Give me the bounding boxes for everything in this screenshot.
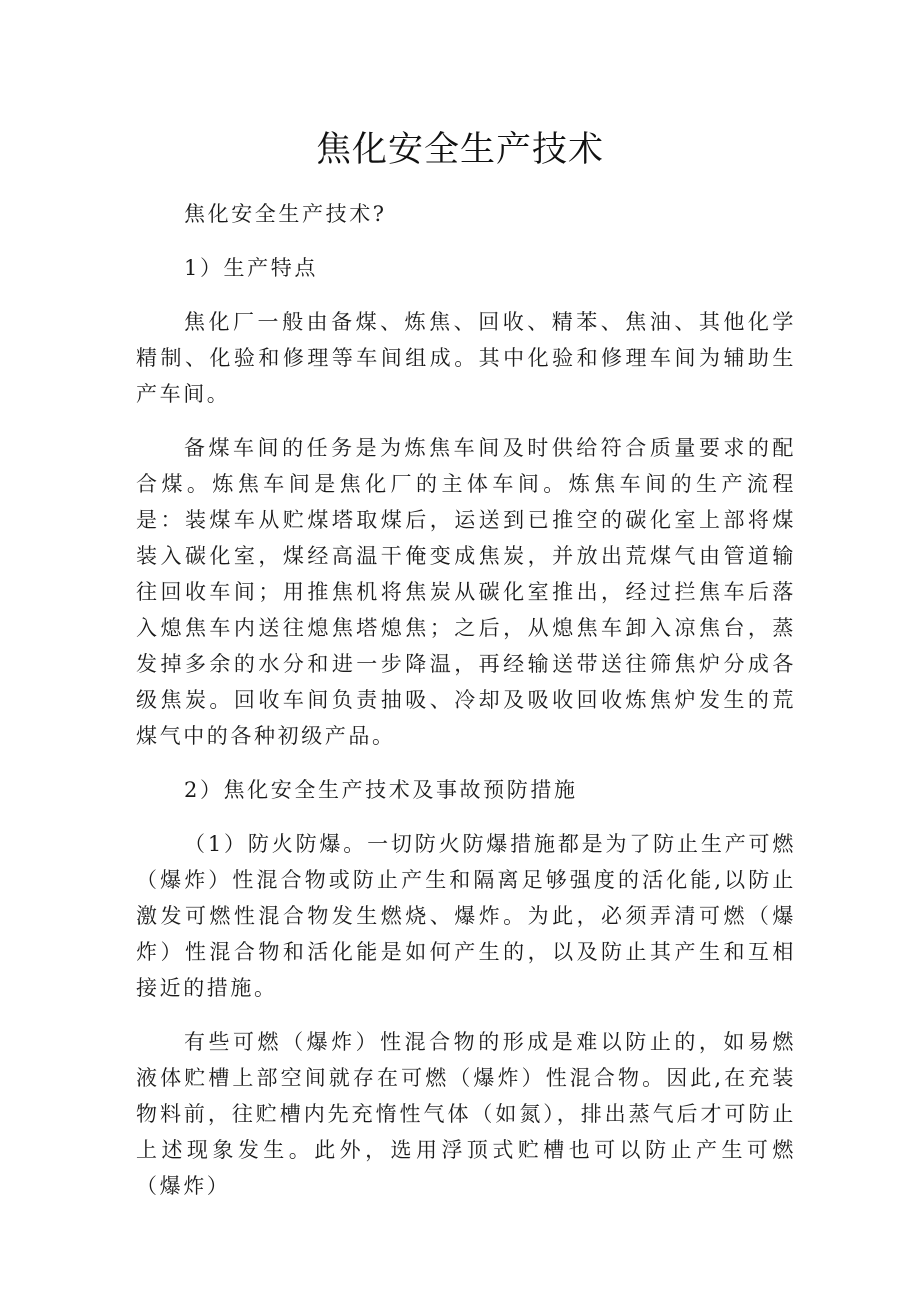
paragraph-combustible-mixtures: 有些可燃（爆炸）性混合物的形成是难以防止的，如易燃液体贮槽上部空间就存在可燃（爆炸）性混合物。因此,在充装物料前，往贮槽内先充惰性气体（如氮），排出蒸气后才可防止上述现象发生。此外，选用浮顶式贮槽也可以防止产生可燃（爆炸） — [136, 1030, 796, 1198]
document-body — [136, 196, 796, 1222]
section-heading-safety-measures: 2）焦化安全生产技术及事故预防措施 — [184, 778, 578, 802]
paragraph-fire-explosion-prevention: （1）防火防爆。一切防火防爆措施都是为了防止生产可燃（爆炸）性混合物或防止产生和隔离足够强度的活化能,以防止激发可燃性混合物发生燃烧、爆炸。为此，必须弄清可燃（爆炸）性混合物和活化能是如何产生的，以及防止其产生和互相接近的措施。 — [136, 832, 796, 1000]
document-title: 焦化安全生产技术 — [315, 130, 604, 170]
paragraph-question: 焦化安全生产技术? — [184, 202, 387, 226]
paragraph-plant-workshops: 焦化厂一般由备煤、炼焦、回收、精苯、焦油、其他化学精制、化验和修理等车间组成。其中化验和修理车间为辅助生产车间。 — [136, 310, 796, 406]
section-heading-production-features: 1）生产特点 — [184, 256, 318, 280]
paragraph-coking-process: 备煤车间的任务是为炼焦车间及时供给符合质量要求的配合煤。炼焦车间是焦化厂的主体车间。炼焦车间的生产流程是：装煤车从贮煤塔取煤后，运送到已推空的碳化室上部将煤装入碳化室，煤经高温干俺变成焦炭，并放出荒煤气由管道输往回收车间；用推焦机将焦炭从碳化室推出，经过拦焦车后落入熄焦车内送往熄焦塔熄焦；之后，从熄焦车卸入凉焦台，蒸发掉多余的水分和进一步降温，再经输送带送往筛焦炉分成各级焦炭。回收车间负责抽吸、冷却及吸收回收炼焦炉发生的荒煤气中的各种初级产品。 — [136, 436, 796, 748]
